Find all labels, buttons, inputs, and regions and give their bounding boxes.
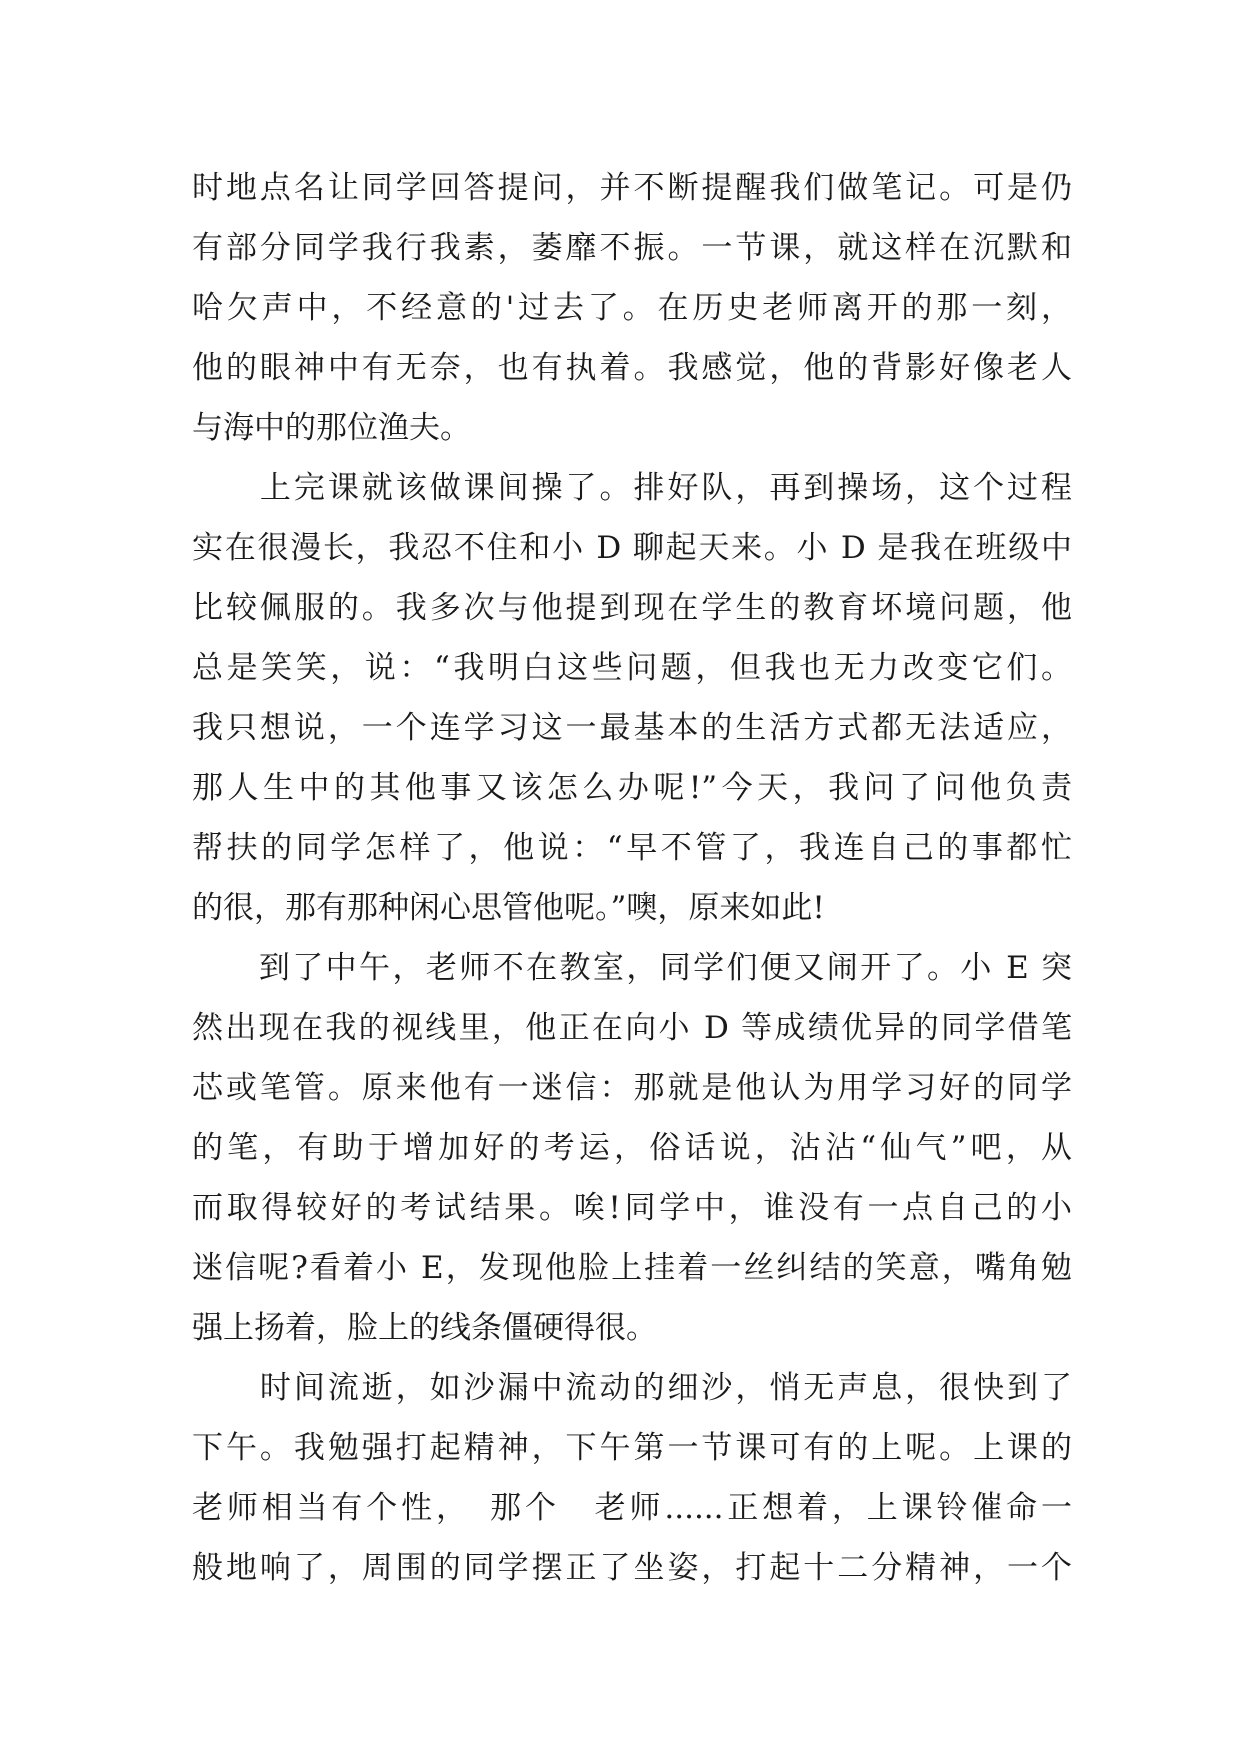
text-line: 老师相当有个性， 那个 老师......正想着，上课铃催命一 bbox=[192, 1490, 1072, 1526]
text-line: 比较佩服的。我多次与他提到现在学生的教育坏境问题，他 bbox=[192, 590, 1072, 626]
text-line: 的笔，有助于增加好的考运，俗话说，沾沾“仙气”吧，从 bbox=[192, 1130, 1072, 1166]
text-line: 哈欠声中，不经意的'过去了。在历史老师离开的那一刻， bbox=[192, 290, 1072, 326]
text-line: 他的眼神中有无奈，也有执着。我感觉，他的背影好像老人 bbox=[192, 350, 1072, 386]
text-line: 时地点名让同学回答提问，并不断提醒我们做笔记。可是仍 bbox=[192, 170, 1072, 206]
text-line: 迷信呢?看着小 E，发现他脸上挂着一丝纠结的笑意，嘴角勉 bbox=[192, 1250, 1072, 1286]
text-line: 总是笑笑，说：“我明白这些问题，但我也无力改变它们。 bbox=[192, 650, 1072, 686]
text-line: 帮扶的同学怎样了，他说：“早不管了，我连自己的事都忙 bbox=[192, 830, 1072, 866]
text-line: 下午。我勉强打起精神，下午第一节课可有的上呢。上课的 bbox=[192, 1430, 1072, 1466]
text-line: 到了中午，老师不在教室，同学们便又闹开了。小 E 突 bbox=[192, 950, 1072, 986]
text-line: 般地响了，周围的同学摆正了坐姿，打起十二分精神，一个 bbox=[192, 1550, 1072, 1586]
text-line: 芯或笔管。原来他有一迷信：那就是他认为用学习好的同学 bbox=[192, 1070, 1072, 1106]
text-line: 然出现在我的视线里，他正在向小 D 等成绩优异的同学借笔 bbox=[192, 1010, 1072, 1046]
text-line: 的很，那有那种闲心思管他呢。”噢，原来如此! bbox=[192, 890, 825, 926]
text-line: 时间流逝，如沙漏中流动的细沙，悄无声息，很快到了 bbox=[192, 1370, 1072, 1406]
text-line: 强上扬着，脸上的线条僵硬得很。 bbox=[192, 1310, 657, 1346]
text-line: 有部分同学我行我素，萎靡不振。一节课，就这样在沉默和 bbox=[192, 230, 1072, 266]
text-line: 实在很漫长，我忍不住和小 D 聊起天来。小 D 是我在班级中 bbox=[192, 530, 1072, 566]
text-line: 那人生中的其他事又该怎么办呢!”今天，我问了问他负责 bbox=[192, 770, 1072, 806]
text-line: 上完课就该做课间操了。排好队，再到操场，这个过程 bbox=[192, 470, 1072, 506]
body-text bbox=[192, 158, 1072, 1598]
text-line: 而取得较好的考试结果。唉!同学中，谁没有一点自己的小 bbox=[192, 1190, 1072, 1226]
text-line: 与海中的那位渔夫。 bbox=[192, 410, 471, 446]
text-line: 我只想说，一个连学习这一最基本的生活方式都无法适应， bbox=[192, 710, 1072, 746]
